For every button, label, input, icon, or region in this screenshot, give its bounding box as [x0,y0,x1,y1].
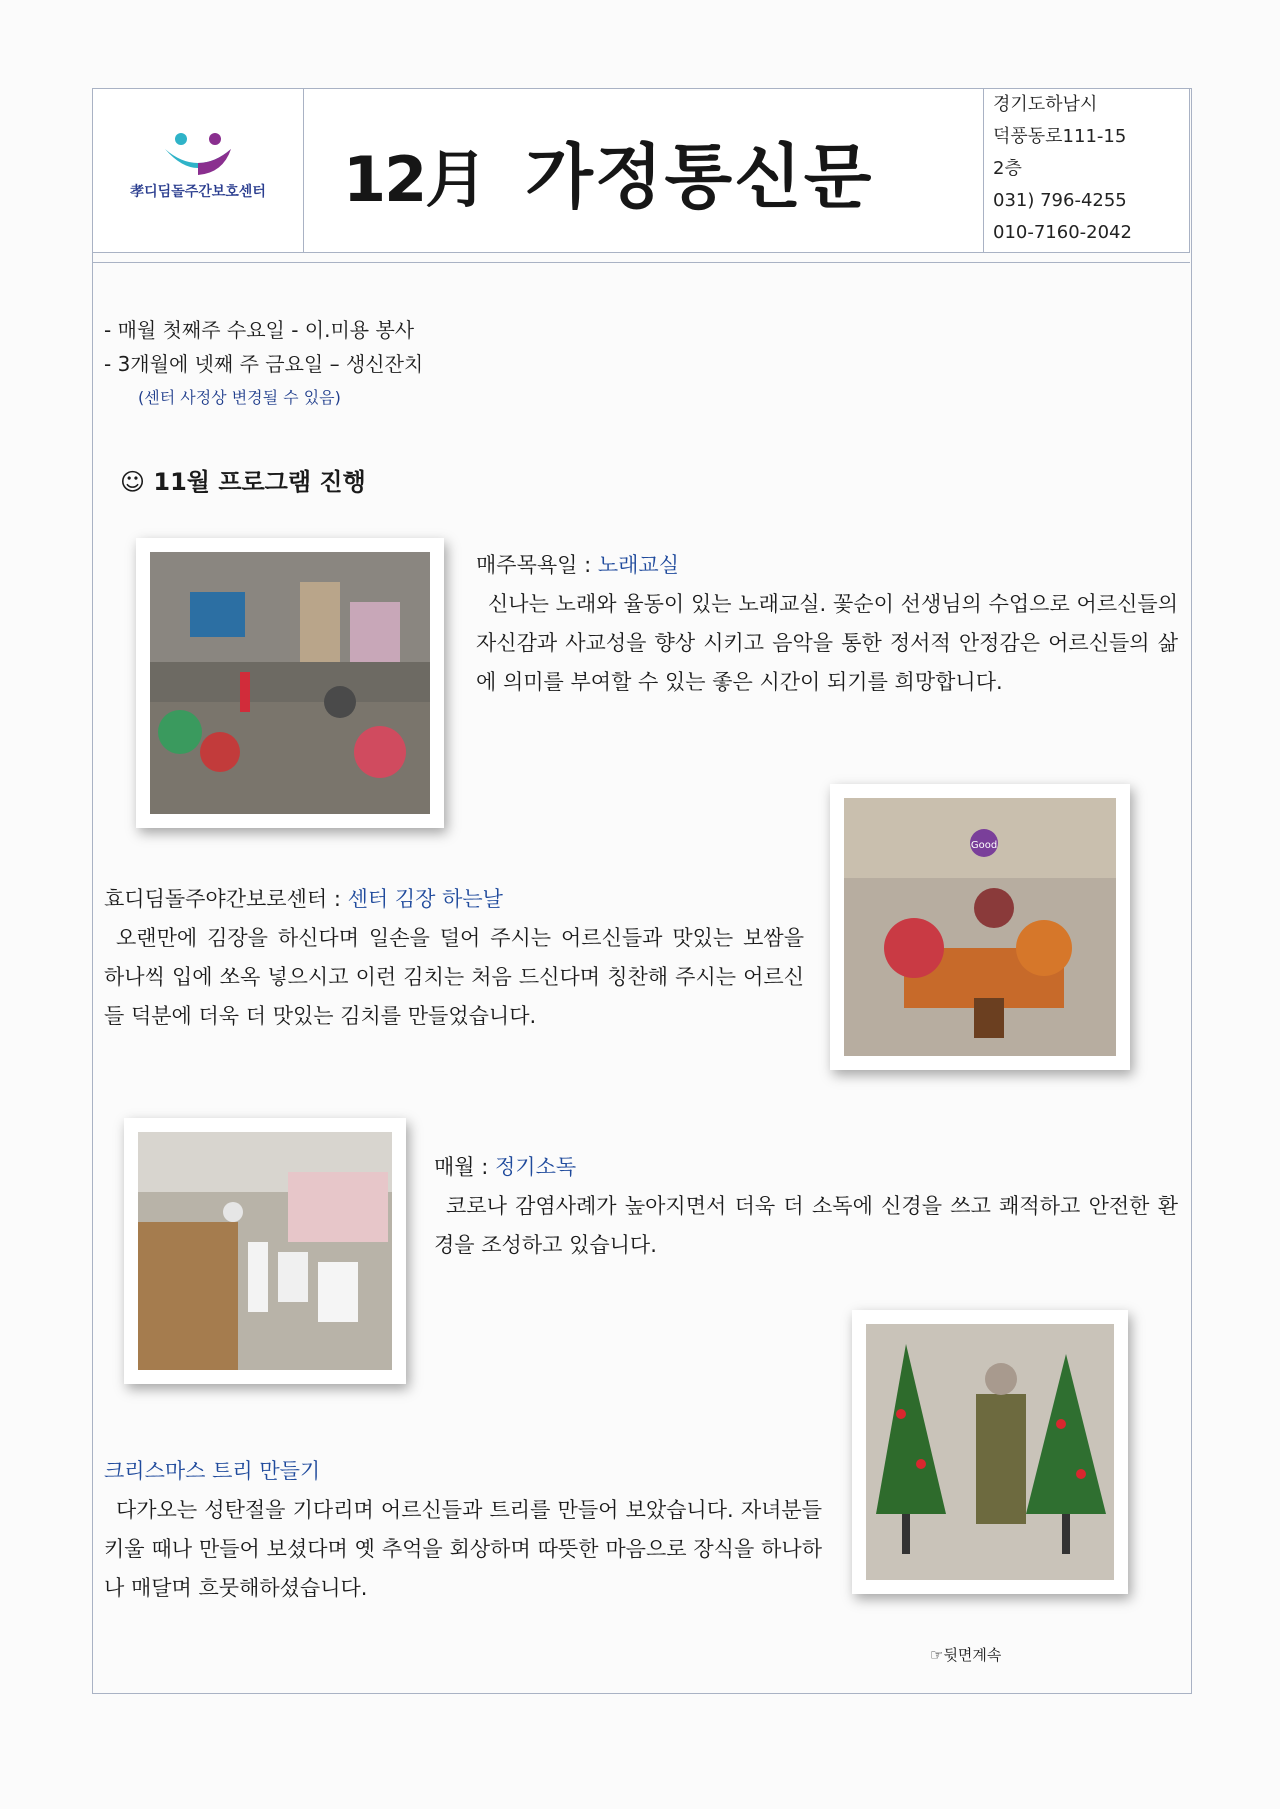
newsletter-title [343,121,873,222]
item-1-prefix: 매주목욕일 : [476,553,598,577]
contact-info [983,89,1132,249]
singing-class-image [150,552,430,814]
item-disinfection [434,1148,1178,1265]
item-3-lead [434,1148,1178,1187]
photo-christmas-tree [852,1310,1128,1594]
notice-sub: (센터 사정상 변경될 수 있음) [138,388,341,407]
item-3-title: 정기소독 [495,1155,577,1179]
section-heading: ☺ 11월 프로그램 진행 [120,468,366,496]
notice-line-1: - 매월 첫째주 수요일 - 이.미용 봉사 [104,318,415,342]
item-2-body: 오랜만에 김장을 하신다며 일손을 덜어 주시는 어르신들과 맛있는 보쌈을 하나씩 입에 쏘옥 넣으시고 이런 김치는 처음 드신다며 칭찬해 주시는 어르신들 덕분에 더욱 더 맛있는 김치를 만들었습니다. [104,926,804,1028]
item-2-title: 센터 김장 하는날 [347,887,503,911]
item-christmas-tree [104,1452,822,1608]
letterhead [92,88,1190,253]
contact-address-2: 덕풍동로111-15 [993,126,1127,147]
contact-mobile: 010-7160-2042 [993,222,1132,243]
item-singing-class [476,546,1178,702]
title-main: 가정통신문 [525,136,874,218]
photo-kimjang [830,784,1130,1070]
item-1-body: 신나는 노래와 율동이 있는 노래교실. 꽃순이 선생님의 수업으로 어르신들의 자신감과 사교성을 향상 시키고 음악을 통한 정서적 안정감은 어르신들의 삶에 의미를 부여할 수 있는 좋은 시간이 되기를 희망합니다. [476,592,1178,694]
center-logo-icon [153,129,243,179]
logo-cell [93,89,304,252]
notice-line-2: - 3개월에 넷째 주 금요일 – 생신잔치 [104,352,424,376]
section-divider [92,262,1190,263]
disinfection-image [138,1132,392,1370]
item-3-prefix: 매월 : [434,1155,495,1179]
continued-note: ☞뒷면계속 [930,1646,1002,1664]
contact-address-1: 경기도하남시 [993,94,1098,115]
logo-text: 孝디딤돌주간보호센터 [130,184,266,200]
title-cell [303,89,984,252]
schedule-notice [104,313,423,415]
item-1-title: 노래교실 [597,553,680,577]
item-4-lead [104,1452,822,1491]
contact-address-3: 2층 [993,158,1022,179]
item-kimjang [104,880,804,1036]
item-2-prefix: 효디딤돌주야간보로센터 : [104,887,348,911]
contact-phone: 031) 796-4255 [993,190,1127,211]
christmas-tree-image [866,1324,1114,1580]
item-4-body: 다가오는 성탄절을 기다리며 어르신들과 트리를 만들어 보았습니다. 자녀분들 키울 때나 만들어 보셨다며 옛 추억을 회상하며 따뜻한 마음으로 장식을 하나하나 매달며 흐뭇해하셨습니다. [104,1498,822,1600]
item-1-lead [476,546,1178,585]
photo-disinfection [124,1118,406,1384]
item-3-body: 코로나 감염사례가 높아지면서 더욱 더 소독에 신경을 쓰고 쾌적하고 안전한 환경을 조성하고 있습니다. [434,1194,1178,1257]
contact-cell [983,89,1191,252]
kimjang-image [844,798,1116,1056]
item-4-title: 크리스마스 트리 만들기 [104,1459,321,1483]
photo-singing-class [136,538,444,828]
title-month: 12月 [343,143,486,216]
item-2-lead [104,880,804,919]
photo-badge: Good [970,840,998,851]
